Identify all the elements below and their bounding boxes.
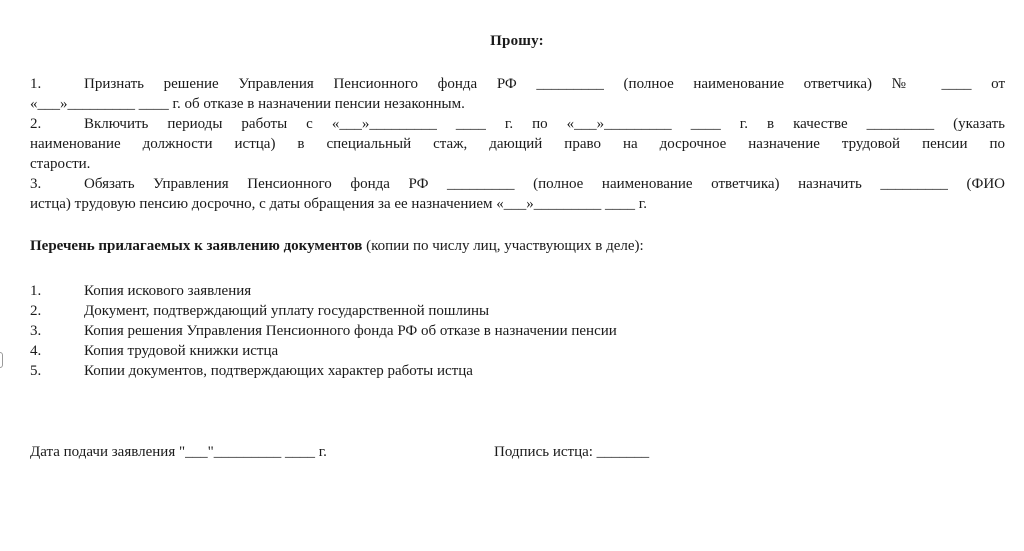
request-item-1 [30, 74, 1005, 114]
request-line: Включить периоды работы с «___»_________ ____ г. по «___»_________ ____ г. в качестве _________ (указать [84, 116, 1005, 132]
document-text: Копия искового заявления [84, 283, 252, 299]
request-item-3 [30, 174, 1005, 214]
document-text: Копия трудовой книжки истца [84, 343, 279, 359]
document-number: 3. [30, 323, 42, 339]
signature-label: Подпись истца: _______ [494, 444, 650, 460]
document-text: Документ, подтверждающий уплату государственной пошлины [84, 303, 490, 319]
document-text: Копия решения Управления Пенсионного фонда РФ об отказе в назначении пенсии [84, 323, 617, 339]
request-number: 2. [30, 116, 42, 132]
document-number: 1. [30, 283, 42, 299]
request-list [30, 74, 1005, 214]
request-line: «___»_________ ____ г. об отказе в назначении пенсии незаконным. [30, 96, 465, 112]
request-line: старости. [30, 156, 91, 172]
request-number: 1. [30, 76, 42, 92]
scroll-edge-marker [0, 352, 3, 368]
request-item-2 [30, 114, 1005, 174]
documents-title [30, 238, 644, 255]
request-line: истца) трудовую пенсию досрочно, с даты обращения за ее назначением «___»_________ ____ г. [30, 196, 647, 212]
document-number: 4. [30, 343, 42, 359]
documents-title-note: (копии по числу лиц, участвующих в деле): [362, 238, 644, 254]
request-line: Признать решение Управления Пенсионного фонда РФ _________ (полное наименование ответчика) № ____ от [84, 76, 1005, 92]
document-text: Копии документов, подтверждающих характер работы истца [84, 363, 473, 379]
document-number: 5. [30, 363, 42, 379]
request-line: наименование должности истца) в специальный стаж, дающий право на досрочное назначение трудовой пенсии по [30, 136, 1005, 152]
request-number: 3. [30, 176, 42, 192]
documents-title-bold: Перечень прилагаемых к заявлению документов [30, 238, 363, 254]
filing-date-label: Дата подачи заявления "___"_________ ____ г. [30, 444, 327, 460]
request-line: Обязать Управления Пенсионного фонда РФ _________ (полное наименование ответчика) назначить _________ (ФИО [84, 176, 1005, 192]
document-number: 2. [30, 303, 42, 319]
page-heading: Прошу: [490, 33, 544, 49]
